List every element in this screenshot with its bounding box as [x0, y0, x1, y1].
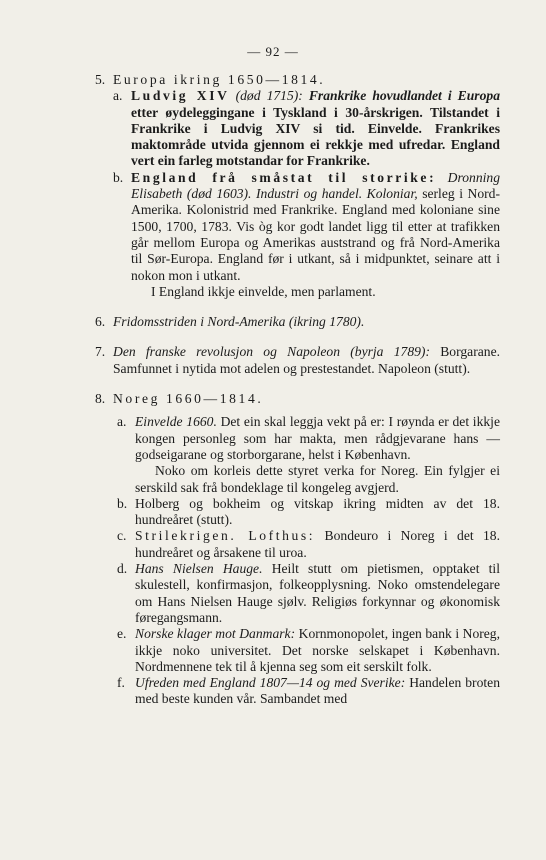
- subsection-label: a.: [117, 414, 127, 430]
- subsection-8f: [117, 675, 500, 708]
- subsection-label: d.: [117, 561, 128, 577]
- section-heading: Den franske revolusjon og Napoleon (byrja 1789):: [113, 344, 430, 360]
- subsection-title: Hans Nielsen Hauge.: [135, 561, 263, 577]
- section-heading: Fridomsstriden i Nord-Amerika (ikring 1780).: [113, 314, 365, 330]
- section-text: [113, 344, 500, 377]
- section-number: 8.: [95, 391, 106, 407]
- section-number: 7.: [95, 344, 106, 360]
- subsection-title: Norske klager mot Danmark:: [135, 626, 296, 642]
- subsection-text: [135, 414, 500, 463]
- subsection-title: Ufreden med England 1807—14 og med Sverike:: [135, 675, 406, 691]
- subsection-label: c.: [117, 528, 127, 544]
- subsection-body: Det ein skal leggja vekt på er: I røynda er det ikkje kongen personleg som har makta, men rådgjevarane hans — godseigarane og storborgarane, helst i København.: [135, 414, 500, 462]
- subsection-label: f.: [117, 675, 125, 691]
- subsection-8d: [117, 561, 500, 626]
- subsection-dates: (død 1715):: [229, 88, 309, 104]
- subsection-5b: [113, 170, 500, 300]
- section-number: 6.: [95, 314, 106, 330]
- subsection-body: Holberg og bokheim og vitskap ikring midten av det 18. hundreåret (stutt).: [135, 495, 500, 528]
- subsection-title: England frå småstat til storrike:: [131, 169, 437, 185]
- subsection-body: Heilt stutt om pietismen, opptaket til skulestell, konfirmasjon, folkeopplysning. Noko omstendelegare om Hans Nielsen Hauge sjølv. Religiøs forkynnar og økonomisk føregangsmann.: [135, 561, 500, 625]
- subsection-topic: Frankrike hovudlandet i Europa: [308, 88, 500, 104]
- section-body: Borgarane. Samfunnet i nytida mot adelen og prestestandet. Napoleon (stutt).: [113, 344, 501, 376]
- section-8: [95, 391, 500, 708]
- subsection-label: e.: [117, 626, 127, 642]
- section-heading: Europa ikring 1650—1814.: [113, 72, 326, 87]
- subsection-label: b.: [117, 495, 128, 511]
- subsection-8c: [117, 528, 500, 561]
- section-7: [95, 344, 500, 377]
- subsection-8e: [117, 626, 500, 675]
- subsection-5a: [113, 88, 500, 169]
- section-6: [95, 314, 500, 330]
- subsection-8b: [117, 496, 500, 529]
- section-heading: Noreg 1660—1814.: [113, 391, 264, 407]
- subsection-text: [135, 675, 500, 708]
- subsection-label: b.: [113, 169, 124, 185]
- subsection-text: [131, 88, 500, 169]
- subsection-title: Einvelde 1660.: [135, 414, 217, 430]
- subsection-8a: [117, 414, 500, 495]
- section-number: 5.: [95, 72, 106, 87]
- subsection-body-2: I England ikkje einvelde, men parlament.: [151, 283, 376, 299]
- subsection-title: Strilekrigen. Lofthus:: [135, 528, 316, 544]
- subsection-body: etter øydeleggingane i Tyskland i 30-årskrigen. Tilstandet i Frankrike i Ludvig XIV si tid. Einvelde. Frankrikes maktområde utvida gjennom ei rekkje med ufredar. England vert ein farleg motstandar for Frankrike.: [131, 104, 500, 169]
- subsection-text: [135, 528, 500, 561]
- subsection-label: a.: [113, 88, 123, 104]
- section-5: [95, 72, 500, 300]
- subsection-topic: Dronning Elisabeth (død 1603). Industri og handel. Koloniar,: [131, 169, 500, 202]
- page-content: [95, 72, 500, 722]
- subsection-text: [131, 170, 500, 284]
- subsection-text: [135, 561, 500, 626]
- subsection-body: Handelen broten med beste kunden vår. Sambandet med: [135, 675, 500, 707]
- subsection-body-2: Noko om korleis dette styret verka for Noreg. Ein fylgjer ei serskild sak frå bondeklage til kongeleg avgjerd.: [135, 463, 500, 495]
- subsection-body: serleg i Nord-Amerika. Kolonistrid med Frankrike. England med koloniane sine 1500, 1700, 1783. Vis òg kor godt landet ligg til etter at trafikken går mellom Europa og Amerikas auststrand og frå Nord-Amerika til Sør-Europa. England før i utkant, så i midpunktet, seinare att i nokon mon i utkant.: [131, 186, 500, 283]
- subsection-text: [135, 626, 500, 675]
- subsection-title: Ludvig XIV: [131, 88, 230, 104]
- subsection-body: Bondeuro i Noreg i det 18. hundreåret og årsakene til uroa.: [135, 528, 500, 560]
- page-number: — 92 —: [247, 44, 299, 59]
- subsection-body: Kornmonopolet, ingen bank i Noreg, ikkje noko universitet. Det norske selskapet i København. Nordmennene tek til å kjenna seg som eit serskilt folk.: [135, 626, 500, 674]
